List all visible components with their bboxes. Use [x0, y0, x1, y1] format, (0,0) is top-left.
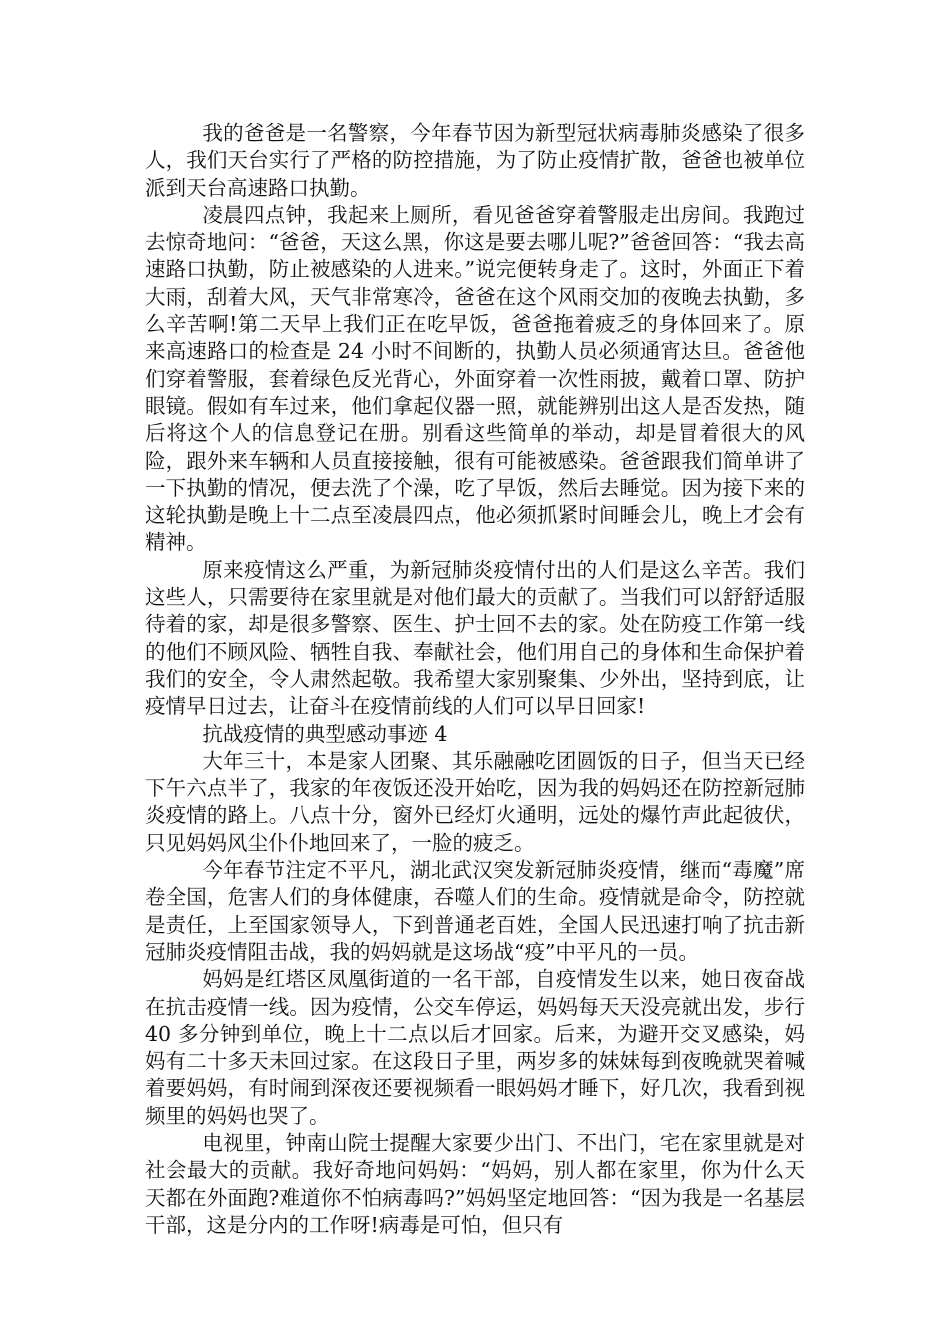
- section-heading: 抗战疫情的典型感动事迹 4: [202, 721, 448, 746]
- paragraph-2: 凌晨四点钟，我起来上厕所，看见爸爸穿着警服走出房间。我跑过去惊奇地问：“爸爸，天这么黑，你这是要去哪儿呢?”爸爸回答：“我去高速路口执勤，防止被感染的人进来。”说完便转身走了。这时，外面正下着大雨，刮着大风，天气非常寒冷，爸爸在这个风雨交加的夜晚去执勤，多么辛苦啊!第二天早上我们正在吃早饭，爸爸拖着疲乏的身体回来了。原来高速路口的检查是 24 小时不间断的，执勤人员必须通宵达旦。爸爸他们穿着警服，套着绿色反光背心，外面穿着一次性雨披，戴着口罩、防护眼镜。假如有车过来，他们拿起仪器一照，就能辨别出这人是否发热，随后将这个人的信息登记在册。别看这些简单的举动，却是冒着很大的风险，跟外来车辆和人员直接接触，很有可能被感染。爸爸跟我们简单讲了一下执勤的情况，便去洗了个澡，吃了早饭，然后去睡觉。因为接下来的这轮执勤是晚上十二点至凌晨四点，他必须抓紧时间睡会儿，晚上才会有精神。: [145, 202, 805, 555]
- document-page: [145, 120, 805, 1239]
- paragraph-4: 大年三十，本是家人团聚、其乐融融吃团圆饭的日子，但当天已经下午六点半了，我家的年夜饭还没开始吃，因为我的妈妈还在防控新冠肺炎疫情的路上。八点十分，窗外已经灯火通明，远处的爆竹声此起彼伏，只见妈妈风尘仆仆地回来了，一脸的疲乏。: [145, 748, 805, 855]
- paragraph-3: 原来疫情这么严重，为新冠肺炎疫情付出的人们是这么辛苦。我们这些人，只需要待在家里就是对他们最大的贡献了。当我们可以舒舒适服待着的家，却是很多警察、医生、护士回不去的家。处在防疫工作第一线的他们不顾风险、牺牲自我、奉献社会，他们用自己的身体和生命保护着我们的安全，令人肃然起敬。我希望大家别聚集、少外出，坚持到底，让疫情早日过去，让奋斗在疫情前线的人们可以早日回家!: [145, 557, 805, 719]
- paragraph-6: 妈妈是红塔区凤凰街道的一名干部，自疫情发生以来，她日夜奋战在抗击疫情一线。因为疫情，公交车停运，妈妈每天天没亮就出发，步行 40 多分钟到单位，晚上十二点以后才回家。后来，为避开交叉感染，妈妈有二十多天未回过家。在这段日子里，两岁多的妹妹每到夜晚就哭着喊着要妈妈，有时闹到深夜还要视频看一眼妈妈才睡下，好几次，我看到视频里的妈妈也哭了。: [145, 967, 805, 1128]
- paragraph-1: 我的爸爸是一名警察，今年春节因为新型冠状病毒肺炎感染了很多人，我们天台实行了严格的防控措施，为了防止疫情扩散，爸爸也被单位派到天台高速路口执勤。: [145, 121, 805, 200]
- paragraph-5: 今年春节注定不平凡，湖北武汉突发新冠肺炎疫情，继而“毒魔”席卷全国，危害人们的身体健康，吞噬人们的生命。疫情就是命令，防控就是责任，上至国家领导人，下到普通老百姓，全国人民迅速打响了抗击新冠肺炎疫情阻击战，我的妈妈就是这场战“疫”中平凡的一员。: [145, 858, 805, 964]
- paragraph-7: 电视里，钟南山院士提醒大家要少出门、不出门，宅在家里就是对社会最大的贡献。我好奇地问妈妈：“妈妈，别人都在家里，你为什么天天都在外面跑?难道你不怕病毒吗?”妈妈坚定地回答：“因为我是一名基层干部，这是分内的工作呀!病毒是可怕，但只有: [145, 1130, 805, 1237]
